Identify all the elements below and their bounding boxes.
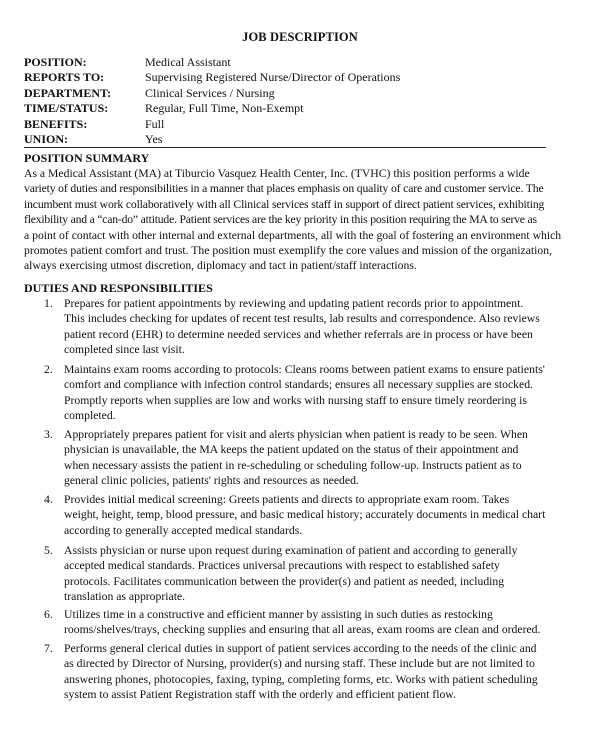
summary-line: a point of contact with other internal and external departments, all with the goal of fostering an environment which: [24, 228, 562, 242]
duty-text: [64, 427, 584, 489]
info-row-reports-to: [24, 70, 584, 85]
duty-line: system to assist Patient Registration staff with the orderly and efficient patient flow.: [64, 688, 456, 702]
duty-number: 7.: [44, 642, 53, 655]
duty-line: rooms/shelves/trays, checking supplies and ensuring that all areas, exam rooms are clean and ordered.: [64, 623, 541, 637]
duty-line: Performs general clerical duties in support of patient services according to the needs of the clinic and: [64, 642, 537, 655]
duty-line: completed since last visit.: [64, 343, 185, 357]
duty-line: Assists physician or nurse upon request during examination of patient and according to generally: [64, 544, 518, 557]
duty-line: Prepares for patient appointments by reviewing and updating patient records prior to appointment.: [64, 297, 524, 310]
duty-line: Utilizes time in a constructive and efficient manner by assisting in such duties as restocking: [64, 608, 493, 621]
summary-line: flexibility and a “can-do” attitude. Patient services are the key priority in this position requiring the MA to serve as: [24, 213, 537, 227]
duty-line: according to generally accepted medical standards.: [64, 523, 303, 537]
position-summary-text: [24, 166, 576, 274]
duty-line: protocols. Facilitates communication between the provider(s) and patient as needed, including: [64, 574, 505, 588]
duty-number: 1.: [44, 297, 53, 310]
summary-line: always exercising utmost discretion, diplomacy and tact in patient/staff interactions.: [24, 259, 417, 273]
duty-number: 6.: [44, 608, 53, 621]
info-label: UNION:: [24, 131, 68, 146]
duty-line: as directed by Director of Nursing, provider(s) and nursing staff. These include but are not limited to: [64, 657, 535, 671]
duty-line: Promptly reports when supplies are low and works with nursing staff to ensure timely reordering is: [64, 393, 527, 407]
info-row-position: [24, 55, 584, 70]
duty-number: 2.: [44, 363, 53, 376]
summary-line: incumbent must work collaboratively with all Clinical services staff in support of direct patient services, exhibiting: [24, 197, 545, 211]
duty-number: 5.: [44, 544, 53, 557]
duty-line: This includes checking for updates of recent test results, lab results and correspondence. Also reviews: [64, 312, 540, 326]
duty-text: [64, 607, 584, 638]
duty-number: 4.: [44, 493, 53, 506]
duty-line: Provides initial medical screening: Greets patients and directs to appropriate exam room. Takes: [64, 493, 510, 506]
info-value: Clinical Services / Nursing: [145, 85, 275, 100]
info-label: REPORTS TO:: [24, 70, 105, 85]
info-row-time-status: [24, 101, 584, 116]
horizontal-divider: [24, 147, 546, 148]
duty-line: when necessary assists the patient in re-scheduling or scheduling follow-up. Instructs patient as to: [64, 458, 522, 472]
duty-line: answering phones, photocopies, faxing, typing, completing forms, etc. Works with patient scheduling: [64, 672, 538, 686]
duty-text: [64, 641, 584, 703]
summary-line: variety of duties and responsibilities in a manner that places emphasis on quality of care and customer service. The: [24, 182, 544, 196]
duty-line: general clinic policies, patients' rights and resources as needed.: [64, 474, 359, 488]
info-value: Regular, Full Time, Non-Exempt: [145, 101, 304, 116]
duty-line: completed.: [64, 409, 116, 423]
duty-line: physician is unavailable, the MA keeps the patient updated on the status of their appointment and: [64, 443, 519, 457]
info-row-department: [24, 86, 584, 101]
info-row-benefits: [24, 117, 584, 132]
summary-line: promotes patient comfort and trust. The position must exemplify the core values and mission of the organization,: [24, 244, 552, 258]
duty-line: accepted medical standards. Practices universal precautions with respect to established safety: [64, 559, 500, 573]
job-info-table: [24, 55, 584, 147]
info-label: TIME/STATUS:: [24, 101, 109, 116]
duty-text: [64, 362, 584, 424]
duty-line: patient record (EHR) to determine needed services and whether referrals are in process or have been: [64, 327, 533, 341]
duty-number: 3.: [44, 428, 53, 441]
info-label: BENEFITS:: [24, 116, 88, 131]
position-summary-heading: POSITION SUMMARY: [24, 151, 150, 165]
info-value: Full: [145, 116, 165, 131]
info-value: Medical Assistant: [145, 55, 231, 69]
document-title: JOB DESCRIPTION: [242, 30, 358, 44]
duty-line: translation as appropriate.: [64, 590, 186, 604]
duty-text: [64, 543, 584, 605]
summary-line: As a Medical Assistant (MA) at Tiburcio Vasquez Health Center, Inc. (TVHC) this position performs a wide: [24, 167, 530, 180]
duty-line: Maintains exam rooms according to protocols: Cleans rooms between patient exams to ensure patients': [64, 363, 545, 376]
duty-line: Appropriately prepares patient for visit and alerts physician when patient is ready to be seen. When: [64, 428, 528, 441]
info-value: Supervising Registered Nurse/Director of Operations: [145, 70, 401, 85]
duty-line: weight, height, temp, blood pressure, and basic medical history; accurately documents in medical chart: [64, 508, 546, 522]
duty-text: [64, 296, 584, 358]
info-label: DEPARTMENT:: [24, 85, 112, 100]
info-row-union: [24, 132, 584, 147]
duty-text: [64, 492, 584, 538]
info-value: Yes: [145, 131, 163, 146]
duties-heading: DUTIES AND RESPONSIBILITIES: [24, 281, 213, 295]
info-label: POSITION:: [24, 55, 87, 69]
duty-line: comfort and compliance with infection control standards; ensures all necessary supplies are stocked.: [64, 378, 533, 392]
